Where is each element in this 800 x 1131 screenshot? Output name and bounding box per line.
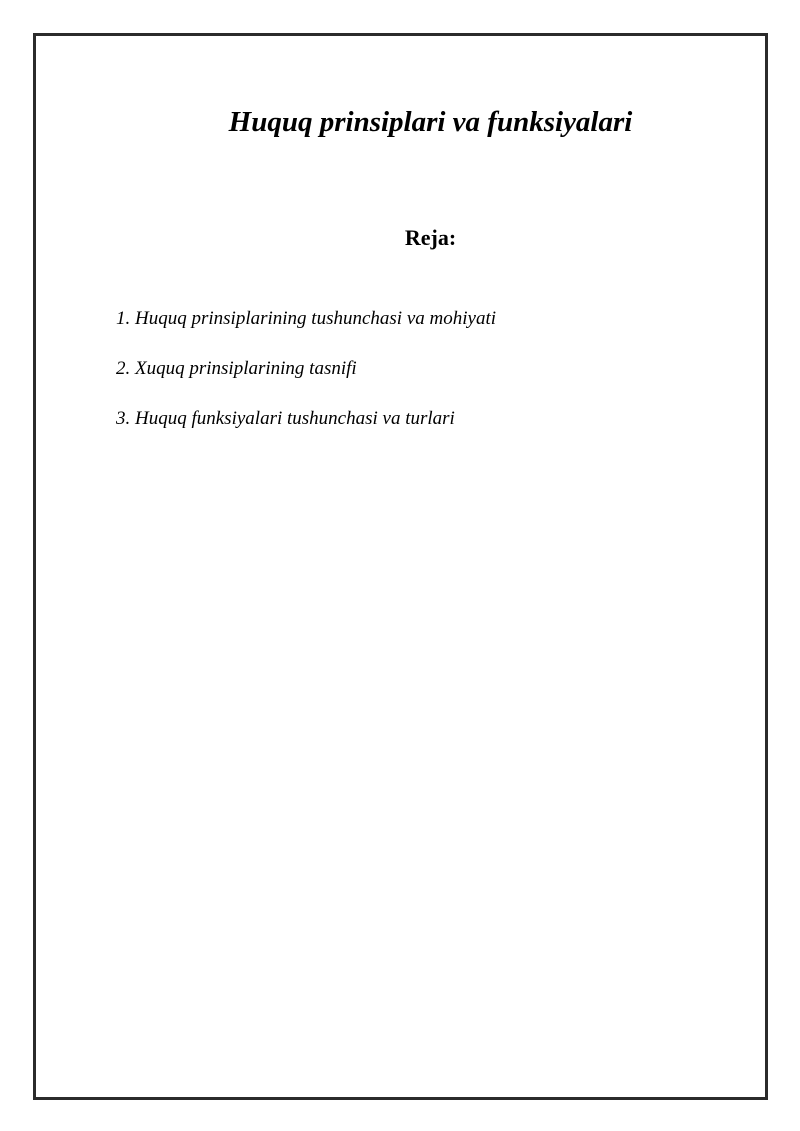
plan-item: 1. Huquq prinsiplarining tushunchasi va mohiyati xyxy=(116,308,496,329)
document-title: Huquq prinsiplari va funksiyalari xyxy=(228,106,633,138)
plan-list xyxy=(116,306,496,456)
plan-heading: Reja: xyxy=(404,225,457,250)
page-frame xyxy=(33,33,768,1100)
plan-item: 2. Xuquq prinsiplarining tasnifi xyxy=(116,358,357,379)
plan-item: 3. Huquq funksiyalari tushunchasi va turlari xyxy=(116,408,455,429)
